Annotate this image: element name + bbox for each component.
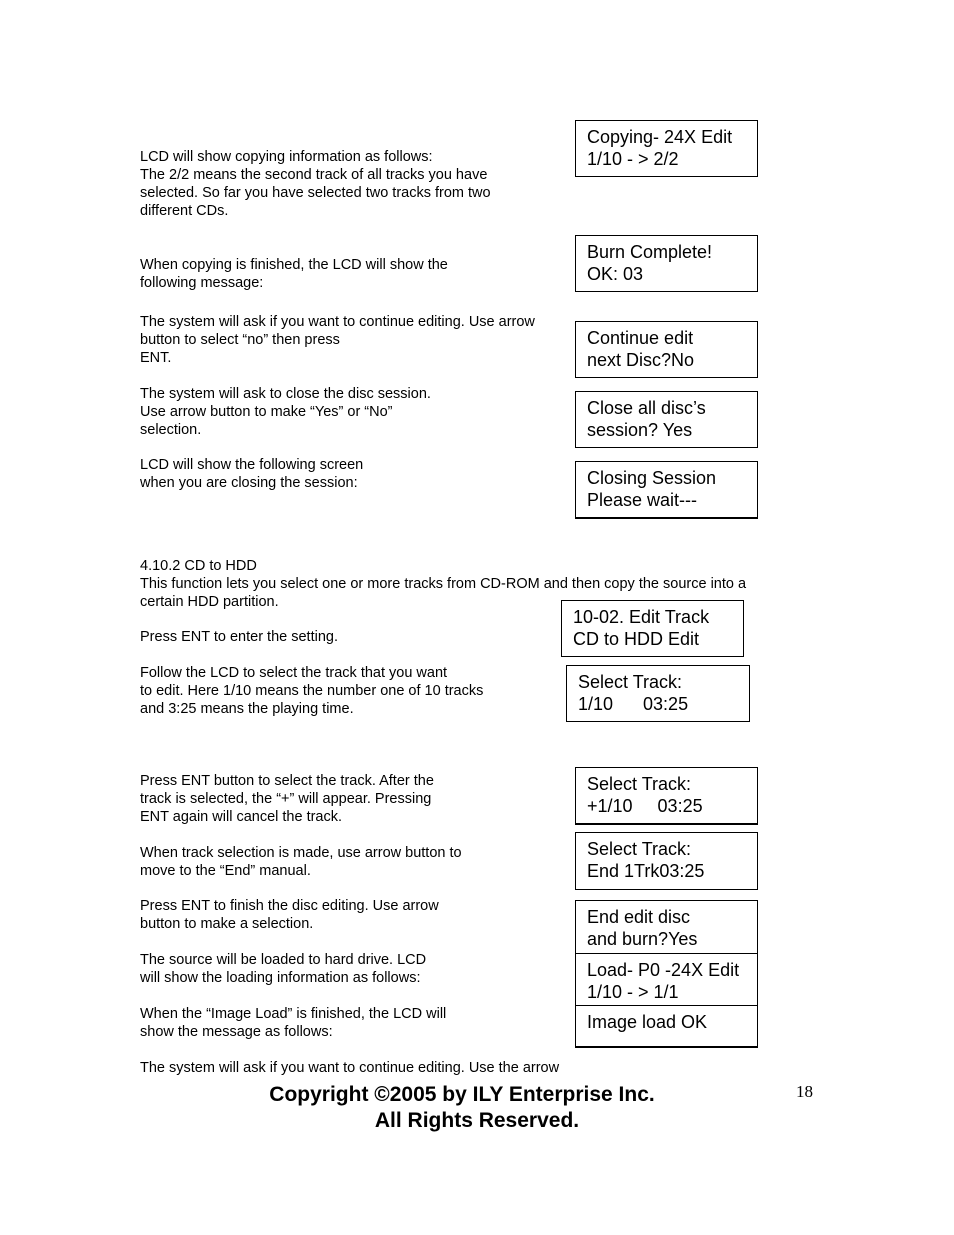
continue-editing-text-2: The system will ask if you want to continue editing. Use the arrow: [140, 1060, 560, 1076]
enter-setting-text: Press ENT to enter the setting.: [140, 629, 338, 645]
copy-finished-text: When copying is finished, the LCD will show the following message:: [140, 257, 448, 291]
copyright-line: Copyright ©2005 by ILY Enterprise Inc.: [269, 1083, 655, 1106]
function-description: This function lets you select one or more tracks from CD-ROM and then copy the source into a certain HDD partition.: [140, 576, 747, 610]
lcd-select-track-plus: Select Track: +1/10 03:25: [575, 767, 758, 825]
close-session-text: The system will ask to close the disc session. Use arrow button to make “Yes” or “No” selection.: [140, 386, 431, 438]
lcd-continue-edit: Continue edit next Disc?No: [575, 321, 758, 378]
closing-screen-text: LCD will show the following screen when you are closing the session:: [140, 457, 364, 491]
lcd-select-track: Select Track: 1/10 03:25: [566, 665, 750, 722]
section-heading: 4.10.2 CD to HDD: [140, 558, 257, 574]
lcd-load-progress: Load- P0 -24X Edit 1/10 - > 1/1: [575, 953, 758, 1006]
lcd-edit-track: 10-02. Edit Track CD to HDD Edit: [561, 600, 744, 657]
continue-editing-text: The system will ask if you want to continue editing. Use arrow button to select “no” then press ENT.: [140, 314, 535, 366]
rights-line: All Rights Reserved.: [374, 1109, 580, 1132]
finish-editing-text: Press ENT to finish the disc editing. Use arrow button to make a selection.: [140, 898, 439, 932]
image-load-text: When the “Image Load” is finished, the LCD will show the message as follows:: [140, 1006, 447, 1040]
loading-info-text: The source will be loaded to hard drive. LCD will show the loading information as follows:: [140, 952, 427, 986]
copying-info-text: LCD will show copying information as follows: The 2/2 means the second track of all tracks you have selected. So far you have selected two tracks from two different CDs.: [140, 149, 491, 219]
page-number: 18: [796, 1082, 813, 1101]
lcd-closing-session: Closing Session Please wait---: [575, 461, 758, 519]
select-track-text: Follow the LCD to select the track that you want to edit. Here 1/10 means the number one of 10 tracks and 3:25 means the playing time.: [140, 665, 484, 717]
end-manual-text: When track selection is made, use arrow button to move to the “End” manual.: [140, 845, 462, 879]
lcd-select-track-end: Select Track: End 1Trk03:25: [575, 832, 758, 890]
lcd-close-session: Close all disc’s session? Yes: [575, 391, 758, 448]
lcd-copying: Copying- 24X Edit 1/10 - > 2/2: [575, 120, 758, 177]
press-ent-text: Press ENT button to select the track. After the track is selected, the “+” will appear. Pressing ENT again will cancel the track.: [140, 773, 434, 825]
lcd-end-edit-disc: End edit disc and burn?Yes: [575, 900, 758, 954]
lcd-burn-complete: Burn Complete! OK: 03: [575, 235, 758, 292]
lcd-image-load-ok: Image load OK: [575, 1005, 758, 1048]
